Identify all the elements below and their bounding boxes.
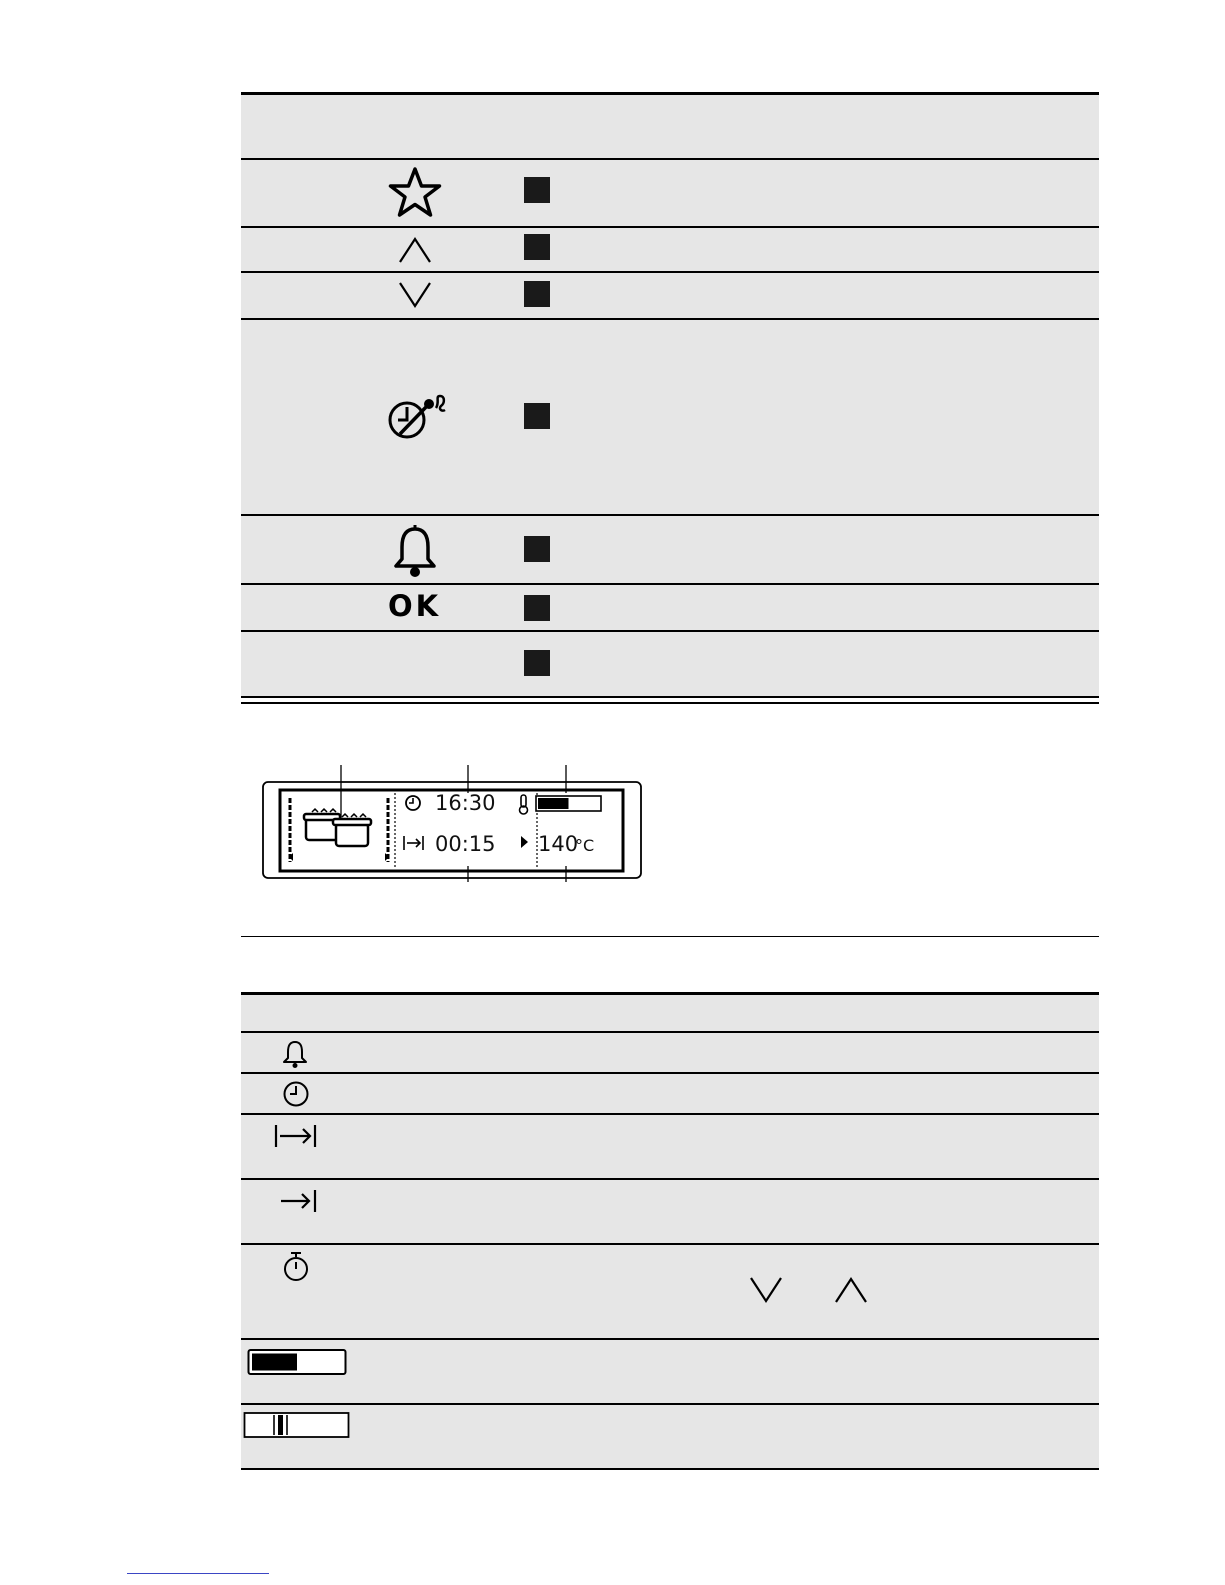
table-row — [241, 273, 1099, 320]
table-1-bottom-rule — [241, 702, 1099, 704]
table-1-header-row — [241, 95, 1099, 160]
row-number-marker — [524, 234, 550, 260]
section-rule — [241, 936, 1099, 937]
table-row — [241, 1180, 1099, 1245]
row-number-marker — [524, 177, 550, 203]
temperature-unit: °C — [575, 836, 595, 855]
table-row — [241, 632, 1099, 698]
table-2-header-row — [241, 995, 1099, 1033]
table-row — [241, 585, 1099, 632]
chevron-down-icon — [749, 1275, 783, 1305]
clock-icon — [282, 1080, 310, 1108]
row-number-marker — [524, 650, 550, 676]
bell-icon — [282, 1039, 308, 1069]
duration-time: 00:15 — [435, 832, 496, 856]
heat-bar-icon — [247, 1348, 349, 1378]
table-row — [241, 516, 1099, 585]
end-icon — [279, 1187, 319, 1215]
timer-probe-icon — [387, 394, 449, 442]
row-number-marker — [524, 281, 550, 307]
table-row — [241, 160, 1099, 228]
table-row — [241, 1115, 1099, 1180]
duration-icon — [274, 1122, 318, 1150]
chevron-up-icon — [398, 235, 432, 265]
temperature-value: 140 — [538, 832, 579, 856]
bell-icon — [392, 523, 438, 579]
row-number-marker — [524, 403, 550, 429]
table-row — [241, 1074, 1099, 1115]
heat-bar-fill — [538, 798, 569, 809]
stopwatch-icon — [282, 1251, 310, 1283]
heat-bar-fill — [252, 1354, 297, 1371]
cake-pots-icon — [304, 814, 371, 846]
chevron-down-icon — [398, 280, 432, 310]
oven-display-diagram — [262, 758, 647, 882]
chevron-up-icon — [834, 1275, 868, 1305]
table-row — [241, 228, 1099, 273]
ok-icon — [386, 588, 448, 624]
table-row — [241, 1340, 1099, 1405]
row-number-marker — [524, 536, 550, 562]
defrost-bar-icon — [243, 1411, 351, 1441]
table-row — [241, 320, 1099, 516]
table-row — [241, 1405, 1099, 1470]
star-icon — [386, 164, 444, 222]
table-row — [241, 1033, 1099, 1074]
table-row — [241, 1245, 1099, 1340]
ok-label: OK — [388, 589, 442, 623]
footer-link-underline — [127, 1573, 269, 1574]
clock-time: 16:30 — [435, 791, 496, 815]
row-number-marker — [524, 595, 550, 621]
